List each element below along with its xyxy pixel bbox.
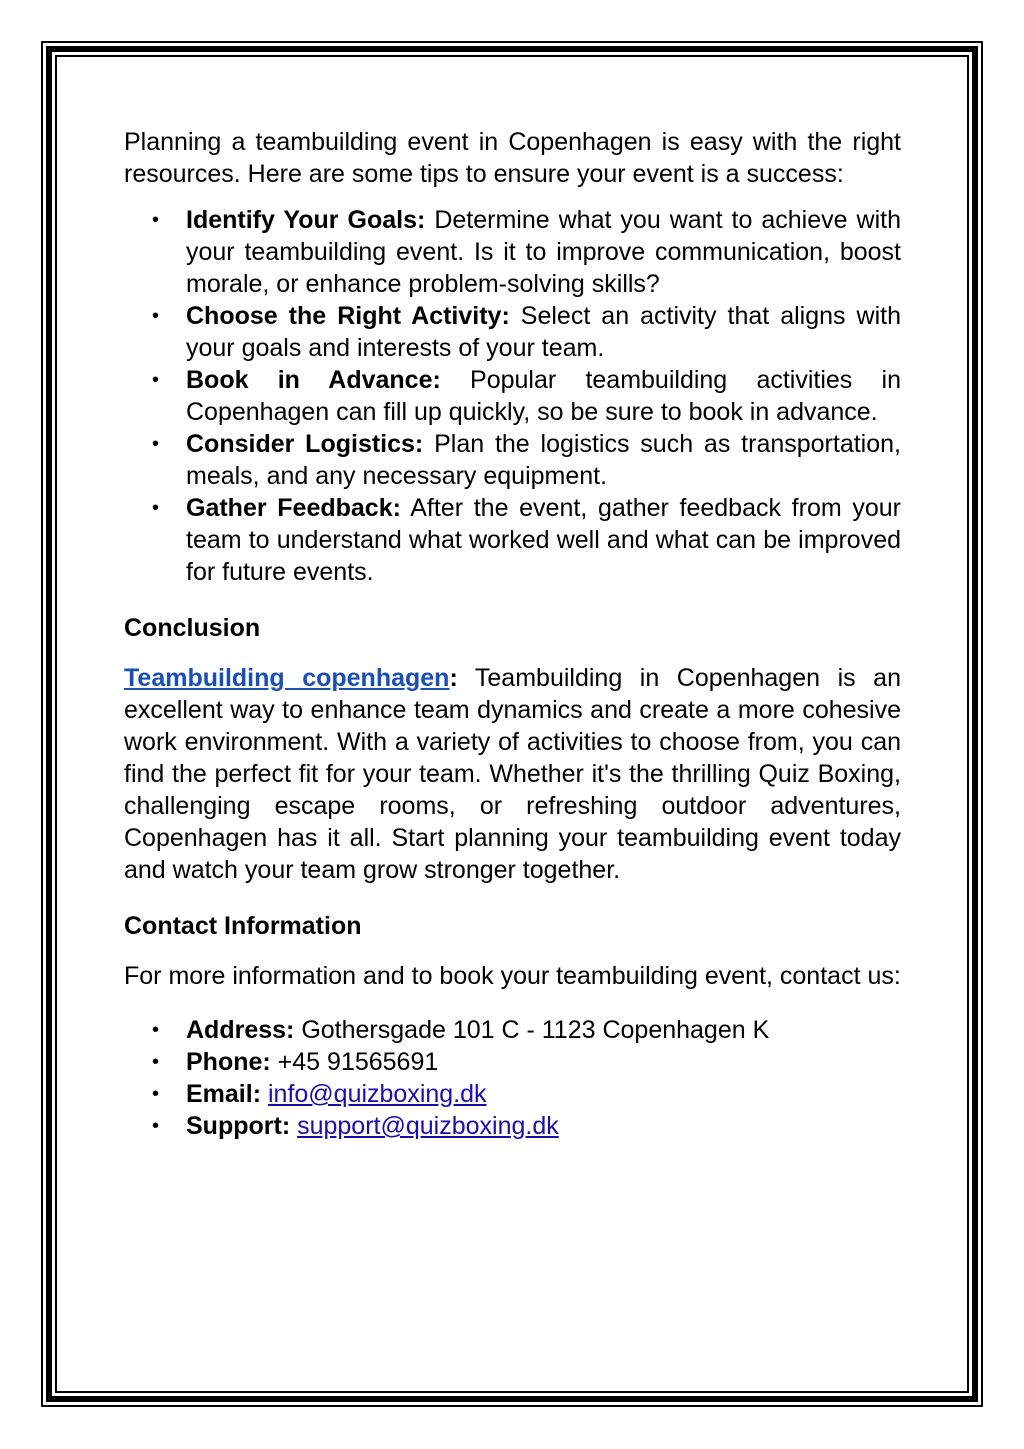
bullet-icon: • bbox=[152, 1083, 160, 1105]
tip-title: Consider Logistics: bbox=[186, 430, 424, 458]
conclusion-paragraph bbox=[124, 662, 901, 886]
conclusion-colon: : bbox=[449, 664, 458, 692]
bullet-icon: • bbox=[152, 369, 160, 391]
bullet-icon: • bbox=[152, 497, 160, 519]
phone-label: Phone: bbox=[186, 1048, 271, 1076]
bullet-icon: • bbox=[152, 1115, 160, 1137]
tip-text: After the event, gather feedback from your team to understand what worked well and what can be improved for future events. bbox=[186, 494, 901, 586]
intro-paragraph: Planning a teambuilding event in Copenhagen is easy with the right resources. Here are some tips to ensure your event is a success: bbox=[124, 128, 901, 188]
address-label: Address: bbox=[186, 1016, 295, 1044]
tip-text: Plan the logistics such as transportation, meals, and any necessary equipment. bbox=[186, 430, 901, 490]
bullet-icon: • bbox=[152, 1051, 160, 1073]
list-item bbox=[124, 204, 901, 300]
contact-address bbox=[124, 1014, 901, 1046]
list-item bbox=[124, 300, 901, 364]
teambuilding-copenhagen-link[interactable]: Teambuilding copenhagen bbox=[124, 664, 450, 692]
contact-support bbox=[124, 1110, 901, 1142]
tips-list bbox=[124, 204, 901, 588]
contact-phone bbox=[124, 1046, 901, 1078]
tip-title: Identify Your Goals: bbox=[186, 206, 426, 234]
phone-value: +45 91565691 bbox=[277, 1048, 439, 1076]
tip-text: Popular teambuilding activities in Copenhagen can fill up quickly, so be sure to book in advance. bbox=[186, 366, 902, 426]
bullet-icon: • bbox=[152, 305, 160, 327]
conclusion-text: Teambuilding in Copenhagen is an excellent way to enhance team dynamics and create a more cohesive work environment. With a variety of activities to choose from, you can find the perfect fit for your team. Whether it's the thrilling Quiz Boxing, challenging escape rooms, or refreshing outdoor adventures, Copenhagen has it all. Start planning your teambuilding event today and watch your team grow stronger together. bbox=[124, 664, 901, 884]
contact-heading: Contact Information bbox=[124, 912, 362, 940]
list-item bbox=[124, 492, 901, 588]
bullet-icon: • bbox=[152, 1019, 160, 1041]
document-body bbox=[124, 126, 901, 1142]
list-item bbox=[124, 364, 901, 428]
list-item bbox=[124, 428, 901, 492]
support-email-link[interactable]: support@quizboxing.dk bbox=[297, 1112, 559, 1140]
email-label: Email: bbox=[186, 1080, 262, 1108]
conclusion-heading: Conclusion bbox=[124, 614, 261, 642]
tip-text: Determine what you want to achieve with your teambuilding event. Is it to improve communication, boost morale, or enhance problem-solving skills? bbox=[186, 206, 901, 298]
tip-title: Gather Feedback: bbox=[186, 494, 401, 522]
bullet-icon: • bbox=[152, 433, 160, 455]
tip-title: Book in Advance: bbox=[186, 366, 441, 394]
contact-email bbox=[124, 1078, 901, 1110]
email-link[interactable]: info@quizboxing.dk bbox=[267, 1080, 487, 1108]
contact-intro: For more information and to book your teambuilding event, contact us: bbox=[124, 962, 901, 990]
support-label: Support: bbox=[186, 1112, 291, 1140]
contact-list bbox=[124, 1014, 901, 1142]
tip-text: Select an activity that aligns with your goals and interests of your team. bbox=[186, 302, 902, 362]
address-value: Gothersgade 101 C - 1123 Copenhagen K bbox=[301, 1016, 770, 1044]
tip-title: Choose the Right Activity: bbox=[186, 302, 510, 330]
bullet-icon: • bbox=[152, 209, 160, 231]
